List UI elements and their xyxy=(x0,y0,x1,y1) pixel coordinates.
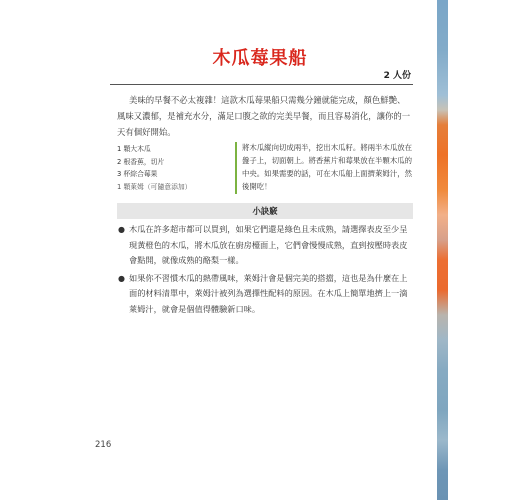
tip-item xyxy=(117,271,413,318)
method-text: 將木瓜縱向切成兩半，挖出木瓜籽。將兩半木瓜放在盤子上，切面朝上。將香蕉片和莓果放在半顆木瓜的中央。如果需要的話，可在木瓜船上面擠萊姆汁，然後開吃！ xyxy=(242,143,412,191)
bullet-icon: ● xyxy=(118,273,125,283)
ingredient-item: 1 顆萊姆（可隨意添加） xyxy=(117,182,192,191)
ingredient-item: 3 杯綜合莓果 xyxy=(117,170,158,179)
ingredient-item: 1 顆大木瓜 xyxy=(117,145,151,153)
recipe-intro: 美味的早餐不必太複雜！這款木瓜莓果船只需幾分鐘就能完成，顏色鮮艷、風味又濃郁，是補充水分，滿足口腹之欲的完美早餐，而且容易消化，讓你的一天有個好開始。 xyxy=(117,95,411,137)
tips-list xyxy=(117,222,413,319)
title-divider xyxy=(110,84,413,85)
ingredients-list xyxy=(117,143,229,193)
ingredients-method-divider xyxy=(235,142,237,194)
tip-text: 如果你不習慣木瓜的熱帶風味，萊姆汁會是個完美的搭擋，這也是為什麼在上面的材料清單中，萊姆汁被列為選擇性配料的原因。在木瓜上簡單地擠上一滴萊姆汁，就會是個值得體驗新口味。 xyxy=(129,272,408,314)
page-number: 216 xyxy=(95,440,112,450)
bullet-icon: ● xyxy=(118,225,125,234)
tip-item xyxy=(117,222,413,269)
servings-label: 2 人份 xyxy=(383,71,411,81)
tips-header: 小訣竅 xyxy=(117,203,413,219)
recipe-title: 木瓜莓果船 xyxy=(212,48,308,69)
ingredient-item: 2 根香蕉，切片 xyxy=(117,157,165,166)
tip-text: 木瓜在許多超市都可以買到，如果它們還是綠色且未成熟，請選擇表皮至少呈現黃橙色的木瓜，將木瓜放在廚房檯面上，它們會慢慢成熟，直到按壓時表皮會點開，就像成熟的酪梨一樣。 xyxy=(129,224,408,265)
side-photo-strip xyxy=(437,0,448,500)
